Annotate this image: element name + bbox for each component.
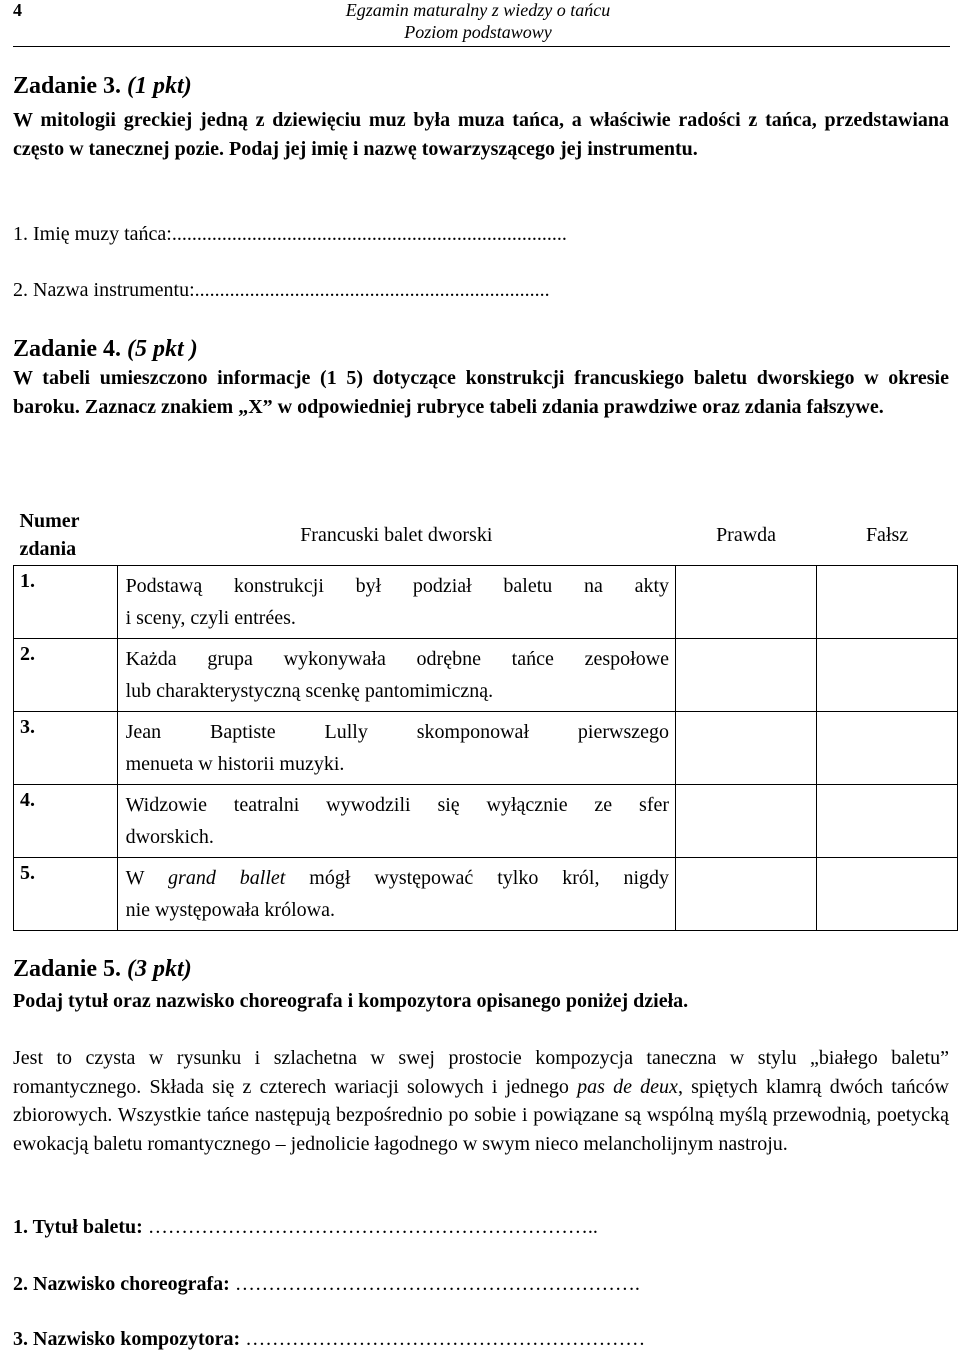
table-row [14,858,958,931]
col-number-line1: Numer [19,510,80,532]
task5-description-post: , spiętych klamrą dwóch tańców zbiorowych. Wszystkie tańce następują bezpośrednio po sobie i powiązane są wspólną myślą przewodnią, poetycką ewokacją baletu romantycznego – jednolicie łagodnego w swym nieco melancholijnym nastroju. [13,1075,949,1155]
task5-answer3-fill[interactable]: …………………………………………………… [245,1328,646,1350]
row-statement-line2: i sceny, czyli entrées. [125,607,296,629]
row-false-cell[interactable] [817,712,958,785]
table-row [14,639,958,712]
col-number-header [14,505,118,566]
task3-prompt: W mitologii greckiej jedną z dziewięciu muz była muza tańca, a właściwie radości z tańca, przedstawiana często w tanecznej pozie. Podaj jej imię i nazwę towarzyszącego jej instrumentu. [13,109,949,160]
col-false-header: Fałsz [865,523,909,546]
task4-points: (5 pkt ) [127,336,198,362]
row-true-cell[interactable] [676,566,817,639]
table-row [14,712,958,785]
task5-answer1-label: 1. Tytuł baletu: [13,1216,143,1238]
task5-description-pre: Jest to czysta w rysunku i szlachetna w swej prostocie kompozycja taneczna w stylu „białego baletu” romantycznego. Składa się z czterech wariacji solowych i jednego [13,1047,949,1098]
row-statement-line1: Każda grupa wykonywała odrębne tańce zespołowe [125,648,670,670]
row-statement-line1 [126,862,669,894]
row-statement-line2: nie występowała królowa. [125,899,335,921]
task5-answer2-label: 2. Nazwisko choreografa: [13,1273,230,1295]
row-statement [117,785,675,858]
task3-item1-fill[interactable]: ............................................................................... [171,223,567,245]
row-statement-line1: Widzowie teatralni wywodzili się wyłącznie ze sfer [125,794,670,816]
task3-item1 [13,223,567,246]
task5-heading [13,956,192,983]
task5-answer2-fill[interactable]: ……………………………………………………. [234,1273,640,1295]
task3-item2-fill[interactable]: ....................................................................... [194,279,550,301]
table-row [14,566,958,639]
row-number: 4. [14,785,118,858]
task5-answer3 [13,1328,645,1351]
col-statement-header: Francuski balet dworski [300,523,493,546]
task4-heading [13,336,198,363]
task5-answer3-label: 3. Nazwisko kompozytora: [13,1328,241,1350]
page-number: 4 [13,0,22,20]
col-number-line2: zdania [19,538,77,560]
task5-title: Zadanie 5. [13,956,122,982]
task5-answer1-fill[interactable]: ………………………………………………………….. [147,1216,598,1238]
task3-item2 [13,279,550,302]
true-false-table [13,505,958,931]
row-statement [117,712,675,785]
row-statement-line1-italic: grand ballet [168,867,286,889]
task3-title: Zadanie 3. [13,73,122,99]
task5-description-italic: pas de deux [577,1075,678,1098]
row-false-cell[interactable] [817,639,958,712]
row-true-cell[interactable] [676,639,817,712]
row-true-cell[interactable] [676,785,817,858]
row-statement [117,566,675,639]
row-statement [117,639,675,712]
task4-title: Zadanie 4. [13,336,122,362]
row-number: 1. [14,566,118,639]
task5-answer1 [13,1216,598,1239]
task5-points: (3 pkt) [127,956,192,982]
row-false-cell[interactable] [817,566,958,639]
task4-prompt: W tabeli umieszczono informacje (1 5) dotyczące konstrukcji francuskiego baletu dworskiego w okresie baroku. Zaznacz znakiem „X” w odpowiedniej rubryce tabeli zdania prawdziwe oraz zdania fałszywe. [13,367,949,418]
task3-item2-label: 2. Nazwa instrumentu: [13,279,195,301]
row-statement [117,858,675,931]
exam-level: Poziom podstawowy [404,22,552,42]
row-statement-line1-pre: W [125,867,169,889]
row-number: 3. [14,712,118,785]
task5-description [13,1044,949,1158]
exam-title: Egzamin maturalny z wiedzy o tańcu [345,0,611,20]
task5-instruction: Podaj tytuł oraz nazwisko choreografa i kompozytora opisanego poniżej dzieła. [13,990,689,1012]
row-statement-line1: Podstawą konstrukcji był podział baletu na akty [125,575,670,597]
task5-answer2 [13,1273,640,1296]
table-header-row [14,505,958,566]
task3-points: (1 pkt) [127,73,192,99]
header-divider [13,46,950,47]
row-statement-line2: menueta w historii muzyki. [125,753,345,775]
task3-heading [13,73,192,100]
row-false-cell[interactable] [817,858,958,931]
row-false-cell[interactable] [817,785,958,858]
row-statement-line2: lub charakterystyczną scenkę pantomimiczną. [125,680,494,702]
row-statement-line2: dworskich. [125,826,214,848]
table-row [14,785,958,858]
row-true-cell[interactable] [676,858,817,931]
col-true-header: Prawda [716,523,777,546]
row-number: 5. [14,858,118,931]
row-true-cell[interactable] [676,712,817,785]
row-number: 2. [14,639,118,712]
row-statement-line1-post: mógł występować tylko król, nigdy [285,867,670,889]
task3-item1-label: 1. Imię muzy tańca: [13,223,172,245]
row-statement-line1: Jean Baptiste Lully skomponował pierwszego [125,721,670,743]
